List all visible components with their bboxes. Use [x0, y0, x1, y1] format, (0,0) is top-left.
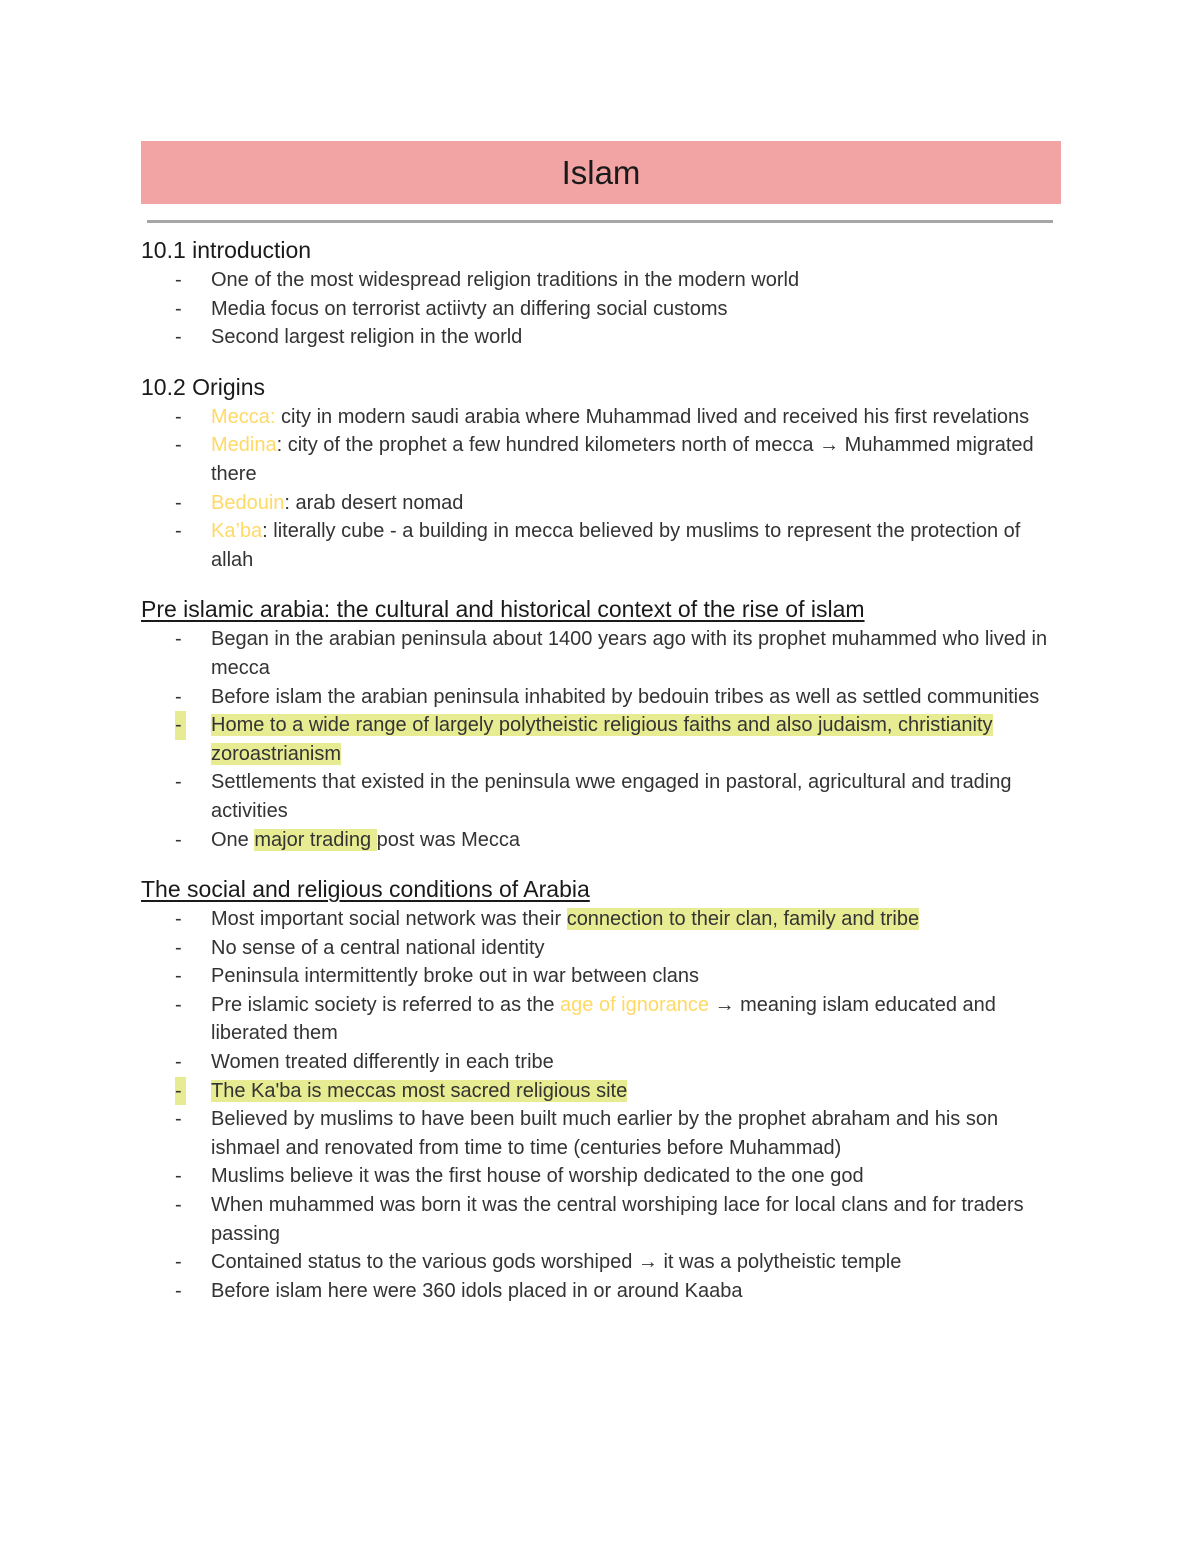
list-item: [141, 962, 1061, 991]
bullet-dash: -: [175, 685, 182, 708]
bullet-dash: -: [175, 711, 186, 740]
key-term: age of ignorance: [560, 993, 710, 1016]
list-item: [141, 489, 1061, 518]
bullet-dash: -: [175, 520, 182, 543]
bullet-dash: -: [175, 828, 182, 851]
list-item: [141, 826, 1061, 855]
list-item: [141, 266, 1061, 295]
item-text: : city of the prophet a few hundred kilometers north of mecca → Muhammed migrated there: [211, 434, 1034, 485]
list-item: [141, 1048, 1061, 1077]
section: [141, 235, 1061, 352]
section-heading: 10.1 introduction: [141, 237, 312, 263]
bullet-dash: -: [175, 965, 182, 988]
bullet-list: [141, 625, 1061, 854]
sections-container: [141, 235, 1061, 1305]
title-banner: [141, 141, 1061, 204]
bullet-list: [141, 403, 1061, 575]
section: [141, 594, 1061, 854]
bullet-dash: -: [175, 491, 182, 514]
list-item: [141, 1105, 1061, 1162]
bullet-dash: -: [175, 434, 182, 457]
document-title: Islam: [561, 153, 641, 191]
item-text: Before islam here were 360 idols placed in or around Kaaba: [211, 1279, 743, 1302]
bullet-dash: -: [175, 1251, 182, 1274]
item-text: Before islam the arabian peninsula inhabited by bedouin tribes as well as settled communities: [211, 685, 1040, 708]
bullet-dash: -: [175, 1108, 182, 1131]
bullet-dash: -: [175, 1051, 182, 1074]
highlighted-text: connection to their clan, family and tribe: [566, 908, 920, 931]
list-item: [141, 1248, 1061, 1277]
item-text: Settlements that existed in the peninsula wwe engaged in pastoral, agricultural and trading activities: [211, 771, 1012, 822]
key-term: Bedouin: [211, 491, 285, 514]
bullet-dash: -: [175, 1165, 182, 1188]
list-item: [141, 934, 1061, 963]
bullet-dash: -: [175, 1077, 186, 1106]
bullet-dash: -: [175, 771, 182, 794]
item-text: One of the most widespread religion traditions in the modern world: [211, 269, 800, 291]
bullet-dash: -: [175, 936, 182, 959]
key-term: Medina: [211, 434, 277, 457]
item-text: Contained status to the various gods worshiped → it was a polytheistic temple: [211, 1251, 902, 1274]
list-item: [141, 1277, 1061, 1306]
highlighted-text: Home to a wide range of largely polytheistic religious faiths and also judaism, christianity zoroastrianism: [211, 714, 993, 765]
item-text: Began in the arabian peninsula about 1400 years ago with its prophet muhammed who lived in mecca: [211, 628, 1048, 679]
item-text: Second largest religion in the world: [211, 326, 523, 349]
item-text: : literally cube - a building in mecca believed by muslims to represent the protection of allah: [211, 520, 1021, 571]
bullet-dash: -: [175, 1279, 182, 1302]
item-text: post was Mecca: [376, 828, 521, 851]
item-text: No sense of a central national identity: [211, 936, 545, 959]
horizontal-divider: [147, 220, 1053, 223]
section: [141, 372, 1061, 575]
item-text: Believed by muslims to have been built much earlier by the prophet abraham and his son ishmael and renovated from time to time (centuries before Muhammad): [211, 1108, 999, 1159]
list-item: [141, 683, 1061, 712]
bullet-dash: -: [175, 297, 182, 320]
bullet-dash: -: [175, 405, 182, 428]
item-text: One: [211, 828, 255, 851]
key-term: Ka’ba: [211, 520, 263, 543]
bullet-dash: -: [175, 908, 182, 931]
item-text: Women treated differently in each tribe: [211, 1051, 554, 1074]
list-item: [141, 711, 1061, 768]
item-text: city in modern saudi arabia where Muhammad lived and received his first revelations: [275, 405, 1030, 428]
section: [141, 874, 1061, 1305]
item-text: Media focus on terrorist actiivty an differing social customs: [211, 297, 728, 320]
highlighted-text: major trading: [254, 828, 377, 851]
highlighted-text: The Ka'ba is meccas most sacred religious site: [211, 1079, 628, 1102]
section-heading: The social and religious conditions of Arabia: [141, 876, 590, 903]
list-item: [141, 625, 1061, 682]
list-item: [141, 1162, 1061, 1191]
section-heading: Pre islamic arabia: the cultural and historical context of the rise of islam: [141, 596, 865, 623]
list-item: [141, 431, 1061, 488]
bullet-dash: -: [175, 628, 182, 651]
bullet-dash: -: [175, 993, 182, 1016]
list-item: [141, 1077, 1061, 1106]
bullet-dash: -: [175, 326, 182, 349]
document-page: [141, 141, 1061, 1305]
list-item: [141, 517, 1061, 574]
bullet-dash: -: [175, 1194, 182, 1217]
section-heading: 10.2 Origins: [141, 373, 266, 400]
item-text: : arab desert nomad: [284, 491, 464, 514]
item-text: Peninsula intermittently broke out in war between clans: [211, 965, 700, 988]
list-item: [141, 905, 1061, 934]
item-text: → meaning islam educated and liberated them: [211, 993, 996, 1045]
item-text: Most important social network was their: [211, 908, 567, 931]
list-item: [141, 1191, 1061, 1248]
bullet-list: [141, 266, 1061, 352]
key-term: Mecca:: [211, 405, 276, 428]
item-text: Pre islamic society is referred to as the: [211, 993, 561, 1016]
item-text: Muslims believe it was the first house of worship dedicated to the one god: [211, 1165, 864, 1188]
list-item: [141, 403, 1061, 432]
bullet-dash: -: [175, 269, 182, 291]
list-item: [141, 295, 1061, 324]
list-item: [141, 768, 1061, 825]
item-text: When muhammed was born it was the central worshiping lace for local clans and for traders passing: [211, 1194, 1024, 1245]
bullet-list: [141, 905, 1061, 1305]
list-item: [141, 323, 1061, 352]
list-item: [141, 991, 1061, 1048]
